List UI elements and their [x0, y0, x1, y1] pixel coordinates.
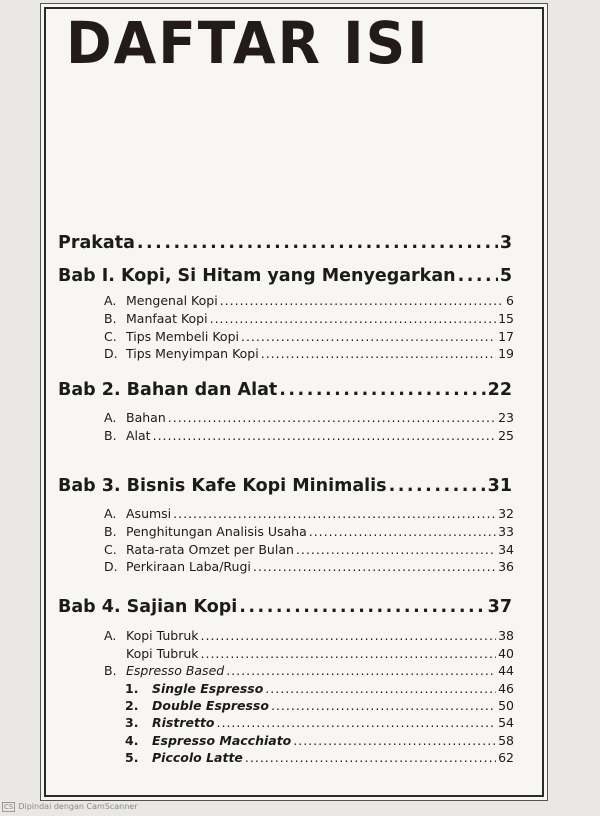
dot-leader [153, 428, 497, 443]
toc-item-label: A. [104, 628, 117, 643]
toc-page-number: 17 [498, 329, 514, 344]
toc-item-title: Tips Menyimpan Kopi [126, 346, 259, 361]
toc-subitem[interactable] [125, 698, 514, 713]
toc-item-title: Asumsi [126, 506, 172, 521]
toc-chapter-title: Bab 3. Bisnis Kafe Kopi Minimalis [58, 476, 387, 496]
toc-item[interactable] [104, 506, 514, 521]
dot-leader [210, 311, 497, 326]
toc-chapter-2[interactable] [58, 380, 512, 400]
dot-leader [253, 559, 496, 574]
toc-item[interactable] [104, 293, 514, 308]
toc-page-number: 32 [498, 506, 514, 521]
dot-leader [271, 698, 496, 713]
toc-item[interactable] [104, 542, 514, 557]
toc-item[interactable] [104, 646, 514, 661]
toc-item[interactable] [104, 524, 514, 539]
toc-subitem[interactable] [125, 681, 514, 696]
toc-chapter-3[interactable] [58, 476, 512, 496]
toc-subitem[interactable] [125, 733, 514, 748]
toc-item[interactable] [104, 663, 514, 678]
toc-subitem-number: 2. [125, 698, 139, 713]
toc-item-title: Bahan [126, 410, 166, 425]
toc-item[interactable] [104, 346, 514, 361]
toc-item[interactable] [104, 311, 514, 326]
toc-item-label: B. [104, 428, 117, 443]
toc-item[interactable] [104, 628, 514, 643]
toc-page-number: 40 [498, 646, 514, 661]
toc-subitem-title: Double Espresso [152, 698, 269, 713]
toc-chapter-4[interactable] [58, 597, 512, 617]
dot-leader [241, 329, 496, 344]
dot-leader [173, 506, 496, 521]
toc-page-number: 15 [498, 311, 514, 326]
dot-leader [389, 476, 486, 496]
toc-page-number: 25 [498, 428, 514, 443]
document-page [44, 7, 544, 797]
toc-chapter-title: Bab 4. Sajian Kopi [58, 597, 238, 617]
dot-leader [458, 266, 498, 286]
toc-item[interactable] [104, 428, 514, 443]
toc-page-number: 37 [487, 597, 512, 617]
toc-item-label: B. [104, 311, 117, 326]
toc-item[interactable] [104, 410, 514, 425]
toc-item-title: Penghitungan Analisis Usaha [126, 524, 307, 539]
toc-entry-title: Prakata [58, 233, 135, 253]
toc-subitem-title: Piccolo Latte [152, 750, 243, 765]
toc-subitem[interactable] [125, 715, 514, 730]
dot-leader [137, 233, 498, 253]
toc-item-label: C. [104, 329, 117, 344]
camscanner-logo-icon: CS [4, 803, 14, 811]
toc-chapter-title: Bab I. Kopi, Si Hitam yang Menyegarkan [58, 266, 456, 286]
toc-page-number: 33 [498, 524, 514, 539]
toc-page-number: 44 [498, 663, 514, 678]
dot-leader [220, 293, 504, 308]
toc-subitem-number: 4. [125, 733, 139, 748]
dot-leader [245, 750, 496, 765]
toc-subitem[interactable] [125, 750, 514, 765]
toc-page-number: 5 [499, 266, 512, 286]
toc-item-title: Tips Membeli Kopi [126, 329, 239, 344]
toc-item[interactable] [104, 559, 514, 574]
toc-item-title: Manfaat Kopi [126, 311, 208, 326]
toc-subitem-title: Espresso Macchiato [152, 733, 292, 748]
toc-page-number: 22 [487, 380, 512, 400]
toc-item-label: C. [104, 542, 117, 557]
toc-item[interactable] [104, 329, 514, 344]
toc-page-number: 50 [498, 698, 514, 713]
toc-page-number: 36 [498, 559, 514, 574]
watermark-text: Dipindai dengan CamScanner [18, 802, 138, 811]
toc-item-title: Alat [126, 428, 151, 443]
toc-page-number: 54 [498, 715, 514, 730]
toc-item-label: A. [104, 506, 117, 521]
dot-leader [296, 542, 496, 557]
toc-item-label: A. [104, 293, 117, 308]
toc-item-label: A. [104, 410, 117, 425]
dot-leader [217, 715, 497, 730]
toc-subitem-number: 1. [125, 681, 139, 696]
dot-leader [201, 646, 497, 661]
toc-page-number: 23 [498, 410, 514, 425]
toc-subitem-title: Single Espresso [152, 681, 264, 696]
toc-page-number: 3 [499, 233, 512, 253]
toc-item-title: Rata-rata Omzet per Bulan [126, 542, 294, 557]
toc-page-number: 31 [487, 476, 512, 496]
page-title: DAFTAR ISI [66, 9, 430, 77]
toc-item-title: Espresso Based [126, 663, 225, 678]
toc-page-number: 58 [498, 733, 514, 748]
toc-item-label: B. [104, 663, 117, 678]
dot-leader [239, 597, 485, 617]
dot-leader [293, 733, 496, 748]
toc-subitem-title: Ristretto [152, 715, 215, 730]
toc-item-title: Kopi Tubruk [126, 628, 199, 643]
dot-leader [168, 410, 496, 425]
toc-item-title: Perkiraan Laba/Rugi [126, 559, 251, 574]
dot-leader [309, 524, 496, 539]
toc-item-label: D. [104, 559, 118, 574]
dot-leader [226, 663, 496, 678]
scanner-watermark [2, 802, 138, 812]
toc-item-title: Mengenal Kopi [126, 293, 218, 308]
toc-page-number: 38 [498, 628, 514, 643]
toc-page-number: 34 [498, 542, 514, 557]
toc-page-number: 62 [498, 750, 514, 765]
toc-entry-prakata[interactable] [58, 233, 512, 253]
toc-item-label: B. [104, 524, 117, 539]
toc-item-label: D. [104, 346, 118, 361]
toc-chapter-1[interactable] [58, 266, 512, 286]
toc-page-number: 6 [506, 293, 514, 308]
dot-leader [279, 380, 485, 400]
dot-leader [265, 681, 496, 696]
dot-leader [261, 346, 496, 361]
toc-subitem-number: 3. [125, 715, 139, 730]
toc-subitem-number: 5. [125, 750, 139, 765]
dot-leader [201, 628, 497, 643]
toc-chapter-title: Bab 2. Bahan dan Alat [58, 380, 278, 400]
toc-page-number: 19 [498, 346, 514, 361]
toc-page-number: 46 [498, 681, 514, 696]
toc-item-title: Kopi Tubruk [126, 646, 199, 661]
